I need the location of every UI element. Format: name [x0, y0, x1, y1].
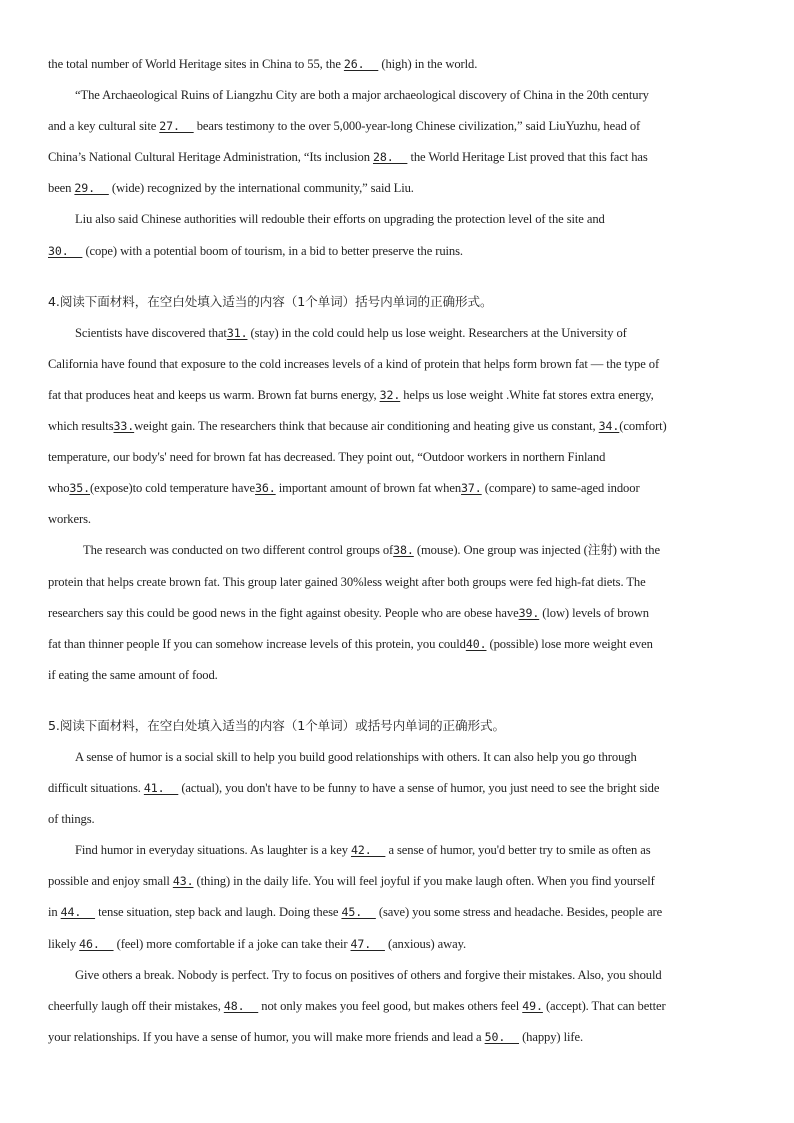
text: bears testimony to the over 5,000-year-long Chinese civilization,” said LiuYuzhu, head of — [193, 119, 641, 134]
text: in — [48, 905, 61, 920]
text: A sense of humor is a social skill to help you build good relationships with others. It can also help you go through — [75, 749, 637, 764]
text: (wide) recognized by the international community,” said Liu. — [108, 181, 414, 196]
text: (thing) in the daily life. You will feel joyful if you make laugh often. When you find yourself — [193, 874, 655, 889]
text-line — [48, 774, 748, 805]
text: (comfort) — [619, 419, 667, 434]
blank-50: 50. — [484, 1029, 520, 1044]
blank-30: 30. — [48, 243, 83, 258]
text: China’s National Cultural Heritage Administration, “Its inclusion — [48, 150, 373, 165]
text: tense situation, step back and laugh. Doing these — [95, 905, 342, 920]
blank-47: 47. — [350, 936, 385, 951]
blank-37: 37. — [461, 481, 482, 496]
blank-28: 28. — [372, 150, 408, 165]
text: of things. — [48, 812, 95, 827]
text: (happy) life. — [519, 1029, 584, 1044]
text-line — [48, 599, 748, 630]
text-line — [48, 412, 748, 443]
blank-34: 34. — [598, 419, 620, 434]
text: likely — [48, 936, 80, 951]
text: Liu also said Chinese authorities will redouble their efforts on upgrading the protection level of the site and — [75, 212, 605, 227]
text: (compare) to same-aged indoor — [481, 481, 640, 496]
text-line — [48, 898, 748, 929]
text-line — [48, 630, 748, 661]
blank-26: 26. — [343, 57, 379, 71]
text: difficult situations. — [48, 781, 144, 796]
text: (actual), you don't have to be funny to have a sense of humor, you just need to see the bright side — [178, 781, 660, 796]
blank-42: 42. — [350, 843, 386, 858]
blank-32: 32. — [379, 387, 401, 402]
blank-33: 33. — [113, 419, 135, 434]
text: (feel) more comfortable if a joke can take their — [113, 936, 351, 951]
text: helps us lose weight .White fat stores extra energy, — [400, 387, 654, 402]
text: the total number of World Heritage sites in China to 55, the — [48, 57, 344, 71]
text: possible and enjoy small — [48, 874, 173, 889]
text: cheerfully laugh off their mistakes, — [48, 998, 224, 1013]
text-line — [48, 805, 748, 836]
text: (anxious) away. — [384, 936, 467, 951]
text-line — [48, 205, 748, 236]
section-5 — [48, 712, 748, 1054]
blank-27: 27. — [159, 119, 194, 134]
text: who — [48, 481, 70, 496]
text-line — [48, 474, 748, 505]
text-line — [48, 836, 748, 867]
text-line — [48, 961, 748, 992]
text: fat than thinner people If you can somehow increase levels of this protein, you could — [48, 636, 466, 651]
blank-40: 40. — [465, 636, 487, 651]
text: (cope) with a potential boom of tourism, in a bid to better preserve the ruins. — [82, 243, 463, 258]
blank-35: 35. — [69, 481, 91, 496]
text: (possible) lose more weight even — [486, 636, 653, 651]
text: if eating the same amount of food. — [48, 667, 218, 682]
text: which results — [48, 419, 114, 434]
text-line — [48, 743, 748, 774]
text: researchers say this could be good news in the fight against obesity. People who are obese have — [48, 605, 519, 620]
text: the World Heritage List proved that this fact has — [407, 150, 648, 165]
text-line — [48, 568, 748, 599]
text: “The Archaeological Ruins of Liangzhu City are both a major archaeological discovery of China in the 20th century — [75, 88, 649, 103]
blank-31: 31. — [226, 325, 248, 340]
text: (mouse). One group was injected (注射) with the — [413, 543, 660, 558]
text-line — [48, 81, 748, 112]
text-line — [48, 930, 748, 961]
text: Scientists have discovered that — [75, 325, 227, 340]
blank-43: 43. — [172, 874, 194, 889]
text: fat that produces heat and keeps us warm. Brown fat burns energy, — [48, 387, 380, 402]
text: protein that helps create brown fat. This group later gained 30%less weight after both groups were fed high-fat diets. The — [48, 574, 646, 589]
text-line — [48, 237, 748, 268]
text: and a key cultural site — [48, 119, 160, 134]
text: California have found that exposure to the cold increases levels of a kind of protein that helps form brown fat — the type of — [48, 356, 660, 371]
text-line — [48, 112, 748, 143]
blank-39: 39. — [518, 605, 540, 620]
text: weight gain. The researchers think that because air conditioning and heating give us constant, — [134, 419, 599, 434]
text-line — [48, 443, 748, 474]
blank-45: 45. — [341, 905, 376, 920]
text: a sense of humor, you'd better try to smile as often as — [385, 843, 651, 858]
blank-29: 29. — [74, 181, 109, 196]
text-line — [48, 143, 748, 174]
text: (accept). That can better — [542, 998, 666, 1013]
blank-41: 41. — [143, 781, 179, 796]
blank-38: 38. — [393, 543, 414, 558]
text-line — [48, 992, 748, 1023]
text: (save) you some stress and headache. Besides, people are — [375, 905, 663, 920]
text-line — [48, 350, 748, 381]
section-heading: 5.阅读下面材料，在空白处填入适当的内容（1个单词）或括号内单词的正确形式。 — [48, 717, 506, 733]
text-line — [48, 1023, 748, 1054]
text: The research was conducted on two different control groups of — [83, 543, 394, 558]
text: been — [48, 181, 75, 196]
text: Find humor in everyday situations. As laughter is a key — [75, 843, 351, 858]
text: (stay) in the cold could help us lose weight. Researchers at the University of — [247, 325, 627, 340]
section-4 — [48, 288, 748, 692]
text-line — [48, 867, 748, 898]
blank-48: 48. — [223, 998, 259, 1013]
text: temperature, our body's' need for brown fat has decreased. They point out, “Outdoor workers in northern Finland — [48, 450, 606, 465]
blank-44: 44. — [60, 905, 96, 920]
section-heading: 4.阅读下面材料，在空白处填入适当的内容（1个单词）括号内单词的正确形式。 — [48, 293, 493, 309]
text: (expose)to cold temperature have — [90, 481, 256, 496]
text-line — [48, 661, 748, 692]
text: Give others a break. Nobody is perfect. Try to focus on positives of others and forgive their mistakes. Also, you should — [75, 967, 662, 982]
text: (low) levels of brown — [539, 605, 649, 620]
text-line — [48, 381, 748, 412]
passage-3 — [48, 50, 748, 268]
text-line — [48, 505, 748, 536]
text-line — [48, 50, 748, 81]
text: important amount of brown fat when — [275, 481, 462, 496]
blank-36: 36. — [255, 481, 276, 496]
text: (high) in the world. — [378, 57, 478, 71]
text-line — [48, 174, 748, 205]
text-line — [48, 319, 748, 350]
blank-49: 49. — [522, 998, 543, 1013]
blank-46: 46. — [79, 936, 114, 951]
text: your relationships. If you have a sense of humor, you will make more friends and lead a — [48, 1029, 485, 1044]
text: workers. — [48, 512, 91, 527]
text-line — [48, 536, 748, 567]
text: not only makes you feel good, but makes others feel — [258, 998, 523, 1013]
